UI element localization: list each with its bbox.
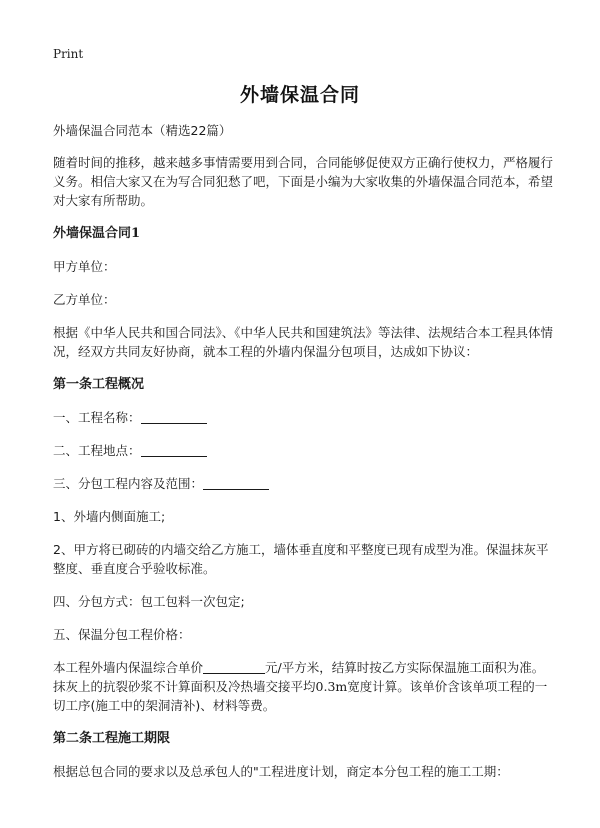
unit-price-blank: [203, 659, 265, 674]
document-title: 外墙保温合同: [239, 84, 360, 106]
document-body: [53, 121, 553, 795]
document-subtitle: 外墙保温合同范本（精选22篇）: [53, 123, 232, 138]
project-name-blank: [141, 409, 207, 424]
price-paragraph: [53, 658, 553, 715]
article1-heading: 第一条工程概况: [53, 377, 145, 392]
legal-basis-paragraph: 根据《中华人民共和国合同法》、《中华人民共和国建筑法》等法律、法规结合本工程具体情况，经双方共同友好协商，就本工程的外墙内保温分包项目，达成如下协议：: [53, 325, 554, 359]
project-name-label: 一、工程名称：: [53, 410, 141, 425]
article2-heading: 第二条工程施工期限: [53, 731, 171, 746]
project-location-line: [53, 441, 553, 460]
project-location-label: 二、工程地点：: [53, 443, 141, 458]
scope-line: [53, 474, 553, 493]
scope-sub-item-2: 2、甲方将已砌砖的内墙交给乙方施工，墙体垂直度和平整度已现有成型为准。保温抹灰平整度、垂直度合乎验收标准。: [53, 542, 549, 576]
party-b-line: 乙方单位：: [53, 292, 116, 307]
article2-paragraph: 根据总包合同的要求以及总承包人的"工程进度计划，商定本分包工程的施工工期：: [53, 764, 509, 779]
contract-heading-number: 1: [131, 226, 141, 241]
intro-paragraph: 随着时间的推移，越来越多事情需要用到合同，合同能够促使双方正确行使权力，严格履行义务。相信大家又在为写合同犯愁了吧，下面是小编为大家收集的外墙保温合同范本，希望对大家有所帮助。: [53, 155, 554, 208]
price-text-1: 本工程外墙内保温综合单价: [53, 660, 204, 675]
price-heading-line: 五、保温分包工程价格：: [53, 627, 191, 642]
price-text-3: 宽度计算。该单价含该单项工程的一切工序(施工中的架洞清补)、材料等费。: [53, 679, 548, 713]
scope-sub-item-1: 1、外墙内侧面施工;: [53, 509, 166, 524]
price-text-2: 元/平方米，结算时按乙方实际保温施工面积为准。抹灰上的抗裂砂浆不计算面积及冷热墙交接平均: [53, 660, 545, 694]
project-name-line: [53, 408, 553, 427]
contract-heading-text: 外墙保温合同: [53, 226, 132, 241]
scope-blank: [203, 475, 269, 490]
contract-heading: [53, 224, 553, 243]
contract-method-line: 四、分包方式：包工包料一次包定;: [53, 594, 245, 609]
print-link[interactable]: Print: [53, 47, 84, 61]
project-location-blank: [141, 442, 207, 457]
scope-label: 三、分包工程内容及范围：: [53, 476, 204, 491]
party-a-line: 甲方单位：: [53, 259, 116, 274]
price-measure: 0.3m: [315, 679, 348, 694]
